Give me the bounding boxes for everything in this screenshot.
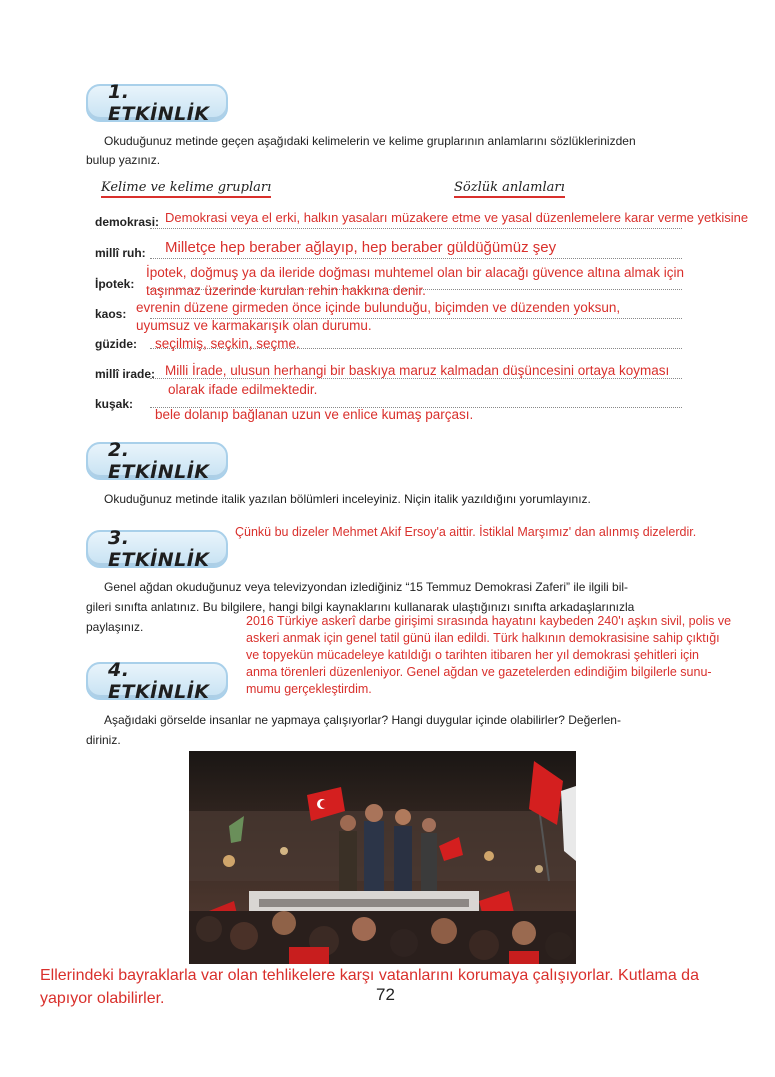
term-milli-irade: millî irade: — [95, 367, 156, 381]
answer-milli-ruh: Milletçe hep beraber ağlayıp, hep beraber güldüğümüz şey — [165, 239, 557, 256]
answer-kaos-2: uyumsuz ve karmakarışık olan durumu. — [136, 318, 372, 333]
page-number: 72 — [376, 985, 395, 1004]
activity-4-title: 4. ETKİNLİK — [108, 659, 210, 703]
answer-kaos-1: evrenin düzene girmeden önce içinde bulunduğu, biçimden ve düzenden yoksun, — [136, 300, 621, 315]
activity-1-instruction-2: bulup yazınız. — [86, 153, 161, 167]
answer-milli-irade-2: olarak ifade edilmektedir. — [168, 382, 318, 397]
activity-3-answer-line: 2016 Türkiye askerî darbe girişimi sırasında hayatını kaybeden 240'ı aşkın sivil, polis ve — [246, 614, 732, 628]
activity-3-instruction-1: Genel ağdan okuduğunuz veya televizyondan izlediğiniz “15 Temmuz Demokrasi Zaferi” ile ilgili bil- — [104, 580, 629, 594]
answer-line — [150, 228, 682, 229]
answer-ipotek-2: taşınmaz üzerinde kurulan rehin hakkına denir. — [146, 283, 426, 298]
crowd-with-flags-photo — [189, 751, 576, 964]
activity-1-badge — [86, 81, 228, 125]
activity-3-badge — [86, 527, 228, 571]
column-header-meanings: Sözlük anlamları — [454, 180, 565, 198]
activity-2-answer: Çünkü bu dizeler Mehmet Akif Ersoy'a aittir. İstiklal Marşımız' dan alınmış dizelerdir. — [235, 525, 697, 539]
term-demokrasi: demokrasi: — [95, 215, 160, 229]
activity-4-instruction-1: Aşağıdaki görselde insanlar ne yapmaya çalışıyorlar? Hangi duygular içinde olabilirler? Değerlen- — [104, 713, 621, 727]
term-ipotek: İpotek: — [95, 277, 135, 291]
activity-3-answer-line: ve topyekün mücadeleye katıldığı o tarihten itibaren her yıl demokrasi şehitleri için — [246, 648, 700, 662]
answer-line — [150, 258, 682, 259]
activity-4-instruction-2: diriniz. — [86, 733, 121, 747]
answer-demokrasi: Demokrasi veya el erki, halkın yasaları müzakere etme ve yasal düzenlemelere karar verme yetkisine — [165, 210, 749, 225]
activity-4-answer-1: Ellerindeki bayraklarla var olan tehlikelere karşı vatanlarını korumaya çalışıyorlar. Kutlama da — [40, 967, 699, 984]
activity-1-title: 1. ETKİNLİK — [108, 81, 210, 125]
activity-3-instruction-2: gileri sınıfta anlatınız. Bu bilgilere, hangi bilgi kaynaklarını kullanarak ulaştığınızı sınıfta arkadaşlarınızla — [86, 600, 635, 614]
activity-3-title: 3. ETKİNLİK — [108, 527, 210, 571]
term-kaos: kaos: — [95, 307, 127, 321]
answer-milli-irade-1: Milli İrade, ulusun herhangi bir baskıya maruz kalmadan düşüncesini ortaya koyması — [165, 363, 670, 378]
answer-guzide: seçilmiş, seçkin, seçme. — [155, 336, 300, 351]
answer-kusak: bele dolanıp bağlanan uzun ve enlice kumaş parçası. — [155, 407, 474, 422]
term-milli-ruh: millî ruh: — [95, 246, 146, 260]
activity-3-answer-line: anma törenleri düzenleniyor. Genel ağdan ve gazetelerden edindiğim bilgilerle sunu- — [246, 665, 712, 679]
activity-1-instruction-1: Okuduğunuz metinde geçen aşağıdaki kelimelerin ve kelime gruplarının anlamlarını sözlüklerinizden — [104, 134, 636, 148]
activity-3-answer-line: askeri anmak için genel tatil günü ilan edildi. Türk halkının demokrasisine sahip çıktığı — [246, 631, 720, 645]
term-kusak: kuşak: — [95, 397, 134, 411]
activity-2-instruction: Okuduğunuz metinde italik yazılan bölümleri inceleyiniz. Niçin italik yazıldığını yorumlayınız. — [104, 492, 591, 506]
column-header-words: Kelime ve kelime grupları — [101, 180, 271, 198]
activity-2-title: 2. ETKİNLİK — [108, 439, 210, 483]
term-guzide: güzide: — [95, 337, 137, 351]
answer-ipotek-1: İpotek, doğmuş ya da ileride doğması muhtemel olan bir alacağı güvence altına almak için — [146, 265, 685, 280]
activity-3-instruction-3: paylaşınız. — [86, 620, 144, 634]
activity-4-answer-2: yapıyor olabilirler. — [40, 990, 165, 1007]
activity-3-answer-line: mumu gerçekleştirdim. — [246, 682, 372, 696]
activity-2-badge — [86, 439, 228, 483]
activity-4-badge — [86, 659, 228, 703]
